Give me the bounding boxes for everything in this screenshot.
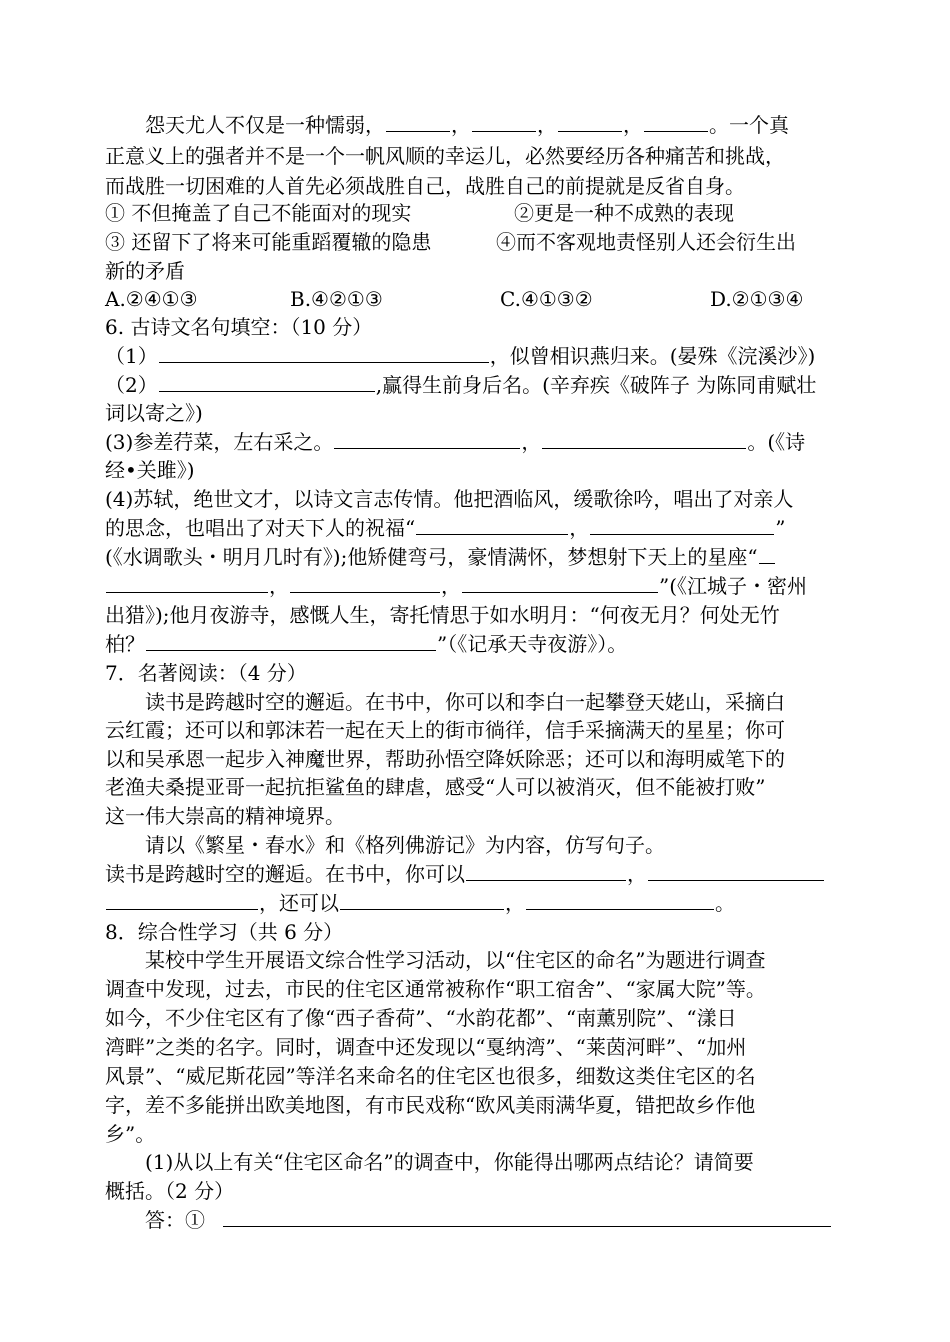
q6-blank-2[interactable] bbox=[159, 371, 375, 392]
q6-blank-9[interactable] bbox=[462, 572, 658, 593]
q7-instruction: 请以《繁星・春水》和《格列佛游记》为内容，仿写句子。 bbox=[145, 833, 665, 857]
q5-option-c[interactable]: C.④①③② bbox=[500, 287, 593, 311]
q7-para-line-1: 读书是跨越时空的邂逅。在书中，你可以和李白一起攀登天姥山，采摘白 bbox=[145, 690, 785, 714]
q6-blank-7[interactable] bbox=[106, 572, 268, 593]
q6-item-2-cont: 词以寄之》) bbox=[105, 401, 203, 425]
q6-item-4-line-3: (《水调歌头・明月几时有》);他矫健弯弓，豪情满怀，梦想射下天上的星座“ bbox=[105, 543, 776, 571]
q6-title: 6. 古诗文名句填空：（10 分） bbox=[105, 315, 373, 339]
q7-para-line-4: 老渔夫桑提亚哥一起抗拒鲨鱼的肆虐，感受“人可以被消灭，但不能被打败” bbox=[105, 775, 766, 799]
q6-blank-3[interactable] bbox=[334, 428, 520, 449]
q6-item-2: （2） ,赢得生前身后名。(辛弃疾《破阵子 为陈同甫赋壮 bbox=[105, 373, 817, 397]
q5-sentence-2: ②更是一种不成熟的表现 bbox=[514, 201, 734, 225]
q8-para-line-5: 风景”、“威尼斯花园”等洋名来命名的住宅区也很多，细数这类住宅区的名 bbox=[105, 1064, 756, 1088]
q5-option-b[interactable]: B.④②①③ bbox=[290, 287, 383, 311]
q8-title: 8．综合性学习（共 6 分） bbox=[105, 920, 344, 944]
q7-blank-4[interactable] bbox=[340, 889, 504, 910]
q5-line-1: 怨天尤人不仅是一种懦弱， ， ， ， 。一个真 bbox=[145, 113, 789, 137]
q6-blank-5[interactable] bbox=[416, 514, 568, 535]
q8-para-line-3: 如今，不少住宅区有了像“西子香荷”、“水韵花都”、“南薰别院”、“漾日 bbox=[105, 1006, 737, 1030]
q6-blank-8[interactable] bbox=[290, 572, 440, 593]
q7-title: 7．名著阅读：（4 分） bbox=[105, 661, 307, 685]
q5-text: 怨天尤人不仅是一种懦弱， bbox=[145, 113, 385, 137]
q5-line-3: 而战胜一切困难的人首先必须战胜自己，战胜自己的前提就是反省自身。 bbox=[105, 174, 745, 198]
q5-line-2: 正意义上的强者并不是一个一帆风顺的幸运儿，必然要经历各种痛苦和挑战， bbox=[105, 144, 785, 168]
q7-blank-1[interactable] bbox=[466, 860, 626, 881]
q7-answer-line-2: ，还可以 ， 。 bbox=[105, 889, 735, 917]
q5-option-d[interactable]: D.②①③④ bbox=[710, 287, 804, 311]
q6-blank-4[interactable] bbox=[542, 428, 746, 449]
q7-blank-2[interactable] bbox=[648, 860, 824, 881]
q8-question-1: (1)从以上有关“住宅区命名”的调查中，你能得出哪两点结论？请简要 bbox=[145, 1150, 754, 1174]
q8-para-line-7: 乡”。 bbox=[105, 1122, 156, 1146]
q7-para-line-2: 云红霞；还可以和郭沫若一起在天上的街市徜徉，信手采摘满天的星星；你可 bbox=[105, 718, 785, 742]
q5-sentence-3: ③ 还留下了将来可能重蹈覆辙的隐患 bbox=[105, 230, 432, 254]
q5-blank-4[interactable] bbox=[644, 111, 708, 132]
q6-item-1: （1） ，似曾相识燕归来。(晏殊《浣溪沙》) bbox=[105, 344, 816, 368]
q6-blank-10[interactable] bbox=[146, 630, 436, 651]
q5-blank-3[interactable] bbox=[558, 111, 622, 132]
q6-item-4-line-2: 的思念，也唱出了对天下人的祝福“ ， ” bbox=[105, 516, 786, 540]
q6-item-3: (3)参差荇菜，左右采之。 ， 。(《诗 bbox=[105, 430, 806, 454]
q6-item-4-line-5: 出猎》);他月夜游寺，感慨人生，寄托情思于如水明月：“何夜无月？何处无竹 bbox=[105, 603, 780, 627]
answer-label: 答：① bbox=[145, 1208, 205, 1232]
q6-item-4-line-6: 柏？ ”（《记承天寺夜游》）。 bbox=[105, 632, 628, 656]
q6-item-3-cont: 经•关雎》) bbox=[105, 458, 195, 482]
q5-blank-1[interactable] bbox=[386, 111, 450, 132]
q6-blank-1[interactable] bbox=[159, 342, 489, 363]
q6-blank-6[interactable] bbox=[590, 514, 774, 535]
q5-option-a[interactable]: A.②④①③ bbox=[105, 287, 198, 311]
q5-sentence-1: ① 不但掩盖了自己不能面对的现实 bbox=[105, 201, 412, 225]
q7-para-line-3: 以和吴承恩一起步入神魔世界，帮助孙悟空降妖除恶；还可以和海明威笔下的 bbox=[105, 747, 785, 771]
q8-para-line-4: 湾畔”之类的名字。同时，调查中还发现以“戛纳湾”、“莱茵河畔”、“加州 bbox=[105, 1035, 747, 1059]
q7-para-line-5: 这一伟大崇高的精神境界。 bbox=[105, 804, 345, 828]
q6-item-4: (4)苏轼，绝世文才，以诗文言志传情。他把酒临风，缓歌徐吟，唱出了对亲人 bbox=[105, 487, 794, 511]
q8-para-line-6: 字，差不多能拼出欧美地图，有市民戏称“欧风美雨满华夏，错把故乡作他 bbox=[105, 1093, 756, 1117]
q8-answer-blank[interactable] bbox=[223, 1206, 831, 1227]
q5-blank-2[interactable] bbox=[472, 111, 536, 132]
q8-answer-line bbox=[145, 1206, 832, 1234]
q7-blank-5[interactable] bbox=[526, 889, 714, 910]
q7-blank-3[interactable] bbox=[106, 889, 258, 910]
q6-item-4-line-4: ， ， ”(《江城子・密州 bbox=[105, 572, 807, 600]
q8-para-line-1: 某校中学生开展语文综合性学习活动，以“住宅区的命名”为题进行调查 bbox=[145, 948, 766, 972]
q8-question-1-cont: 概括。（2 分） bbox=[105, 1179, 235, 1203]
q5-sentence-4-cont: 新的矛盾 bbox=[105, 259, 185, 283]
q6-blank-7a[interactable] bbox=[759, 543, 775, 564]
q5-sentence-4: ④而不客观地责怪别人还会衍生出 bbox=[496, 230, 796, 254]
q7-answer-line-1: 读书是跨越时空的邂逅。在书中，你可以 ， bbox=[105, 860, 825, 888]
q8-para-line-2: 调查中发现，过去，市民的住宅区通常被称作“职工宿舍”、“家属大院”等。 bbox=[105, 977, 766, 1001]
